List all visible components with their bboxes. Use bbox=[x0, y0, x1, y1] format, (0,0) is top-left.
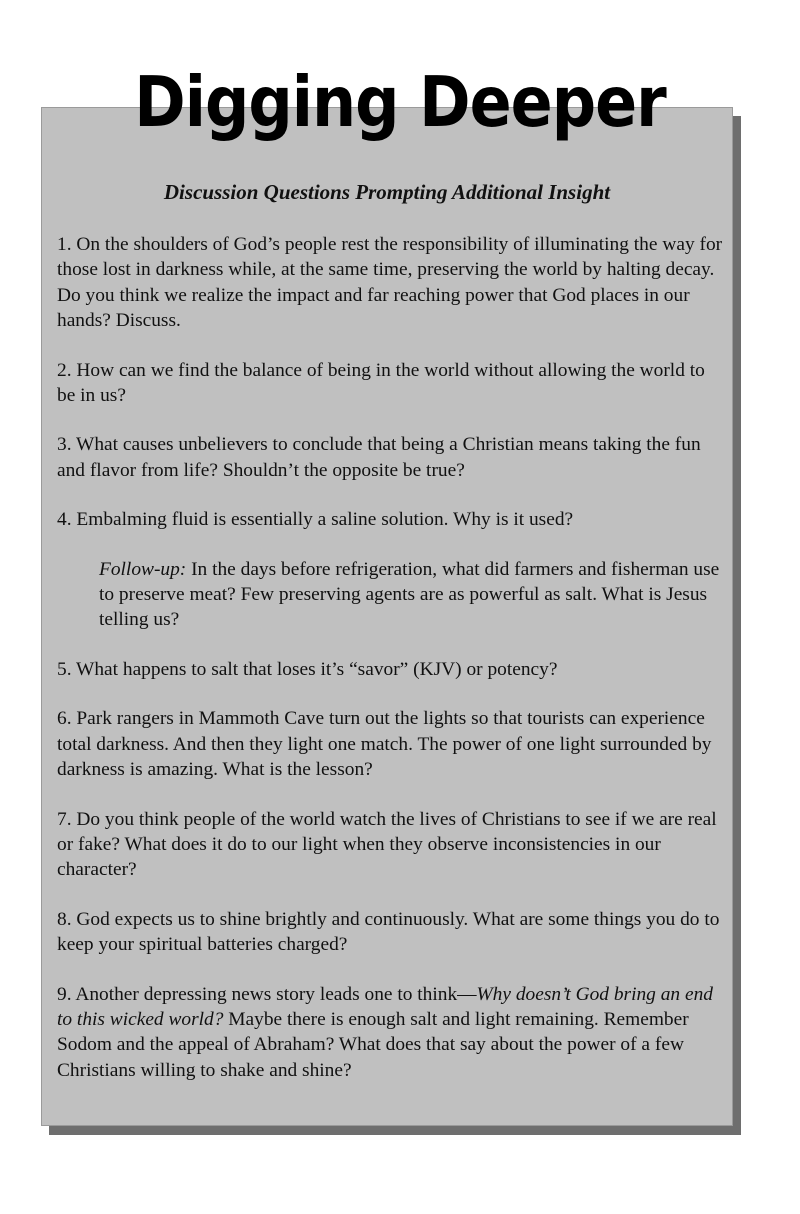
page-title: Digging Deeper bbox=[134, 61, 666, 144]
page-subtitle: Discussion Questions Prompting Additional Insight bbox=[163, 180, 611, 204]
followup-text: In the days before refrigeration, what did farmers and fisherman use to preserve meat? Few preserving agents are as powerful as salt. What is Jesus telling us? bbox=[99, 558, 720, 631]
question-7: 7. Do you think people of the world watch the lives of Christians to see if we are real or fake? What does it do to our light when they observe inconsistencies in our character? bbox=[57, 808, 717, 881]
question-2: 2. How can we find the balance of being in the world without allowing the world to be in us? bbox=[57, 359, 705, 407]
question-list bbox=[57, 232, 725, 1107]
question-8: 8. God expects us to shine brightly and continuously. What are some things you do to keep your spiritual batteries charged? bbox=[57, 908, 720, 956]
question-4: 4. Embalming fluid is essentially a saline solution. Why is it used? bbox=[57, 509, 574, 531]
question-9-rest: Maybe there is enough salt and light remaining. Remember Sodom and the appeal of Abraham? What does that say about the power of a few Christians willing to shake and shine? bbox=[57, 1008, 689, 1081]
question-5: 5. What happens to salt that loses it’s “savor” (KJV) or potency? bbox=[57, 658, 558, 680]
question-9-lead: 9. Another depressing news story leads one to think— bbox=[57, 983, 477, 1005]
question-3: 3. What causes unbelievers to conclude that being a Christian means taking the fun and flavor from life? Shouldn’t the opposite be true? bbox=[57, 434, 701, 481]
followup-label: Follow-up: bbox=[99, 558, 187, 580]
question-9 bbox=[57, 982, 725, 1084]
question-6: 6. Park rangers in Mammoth Cave turn out the lights so that tourists can experience total darkness. And then they light one match. The power of one light surrounded by darkness is amazing. What is the lesson? bbox=[57, 708, 712, 781]
question-1: 1. On the shoulders of God’s people rest the responsibility of illuminating the way for those lost in darkness while, at the same time, preserving the world by halting decay. Do you think we realize the impact and far reaching power that God places in our hands? Discuss. bbox=[57, 234, 723, 332]
question-4-followup bbox=[99, 557, 725, 633]
question-9-italic: Why doesn’t God bring an end to this wicked world? bbox=[57, 983, 713, 1030]
